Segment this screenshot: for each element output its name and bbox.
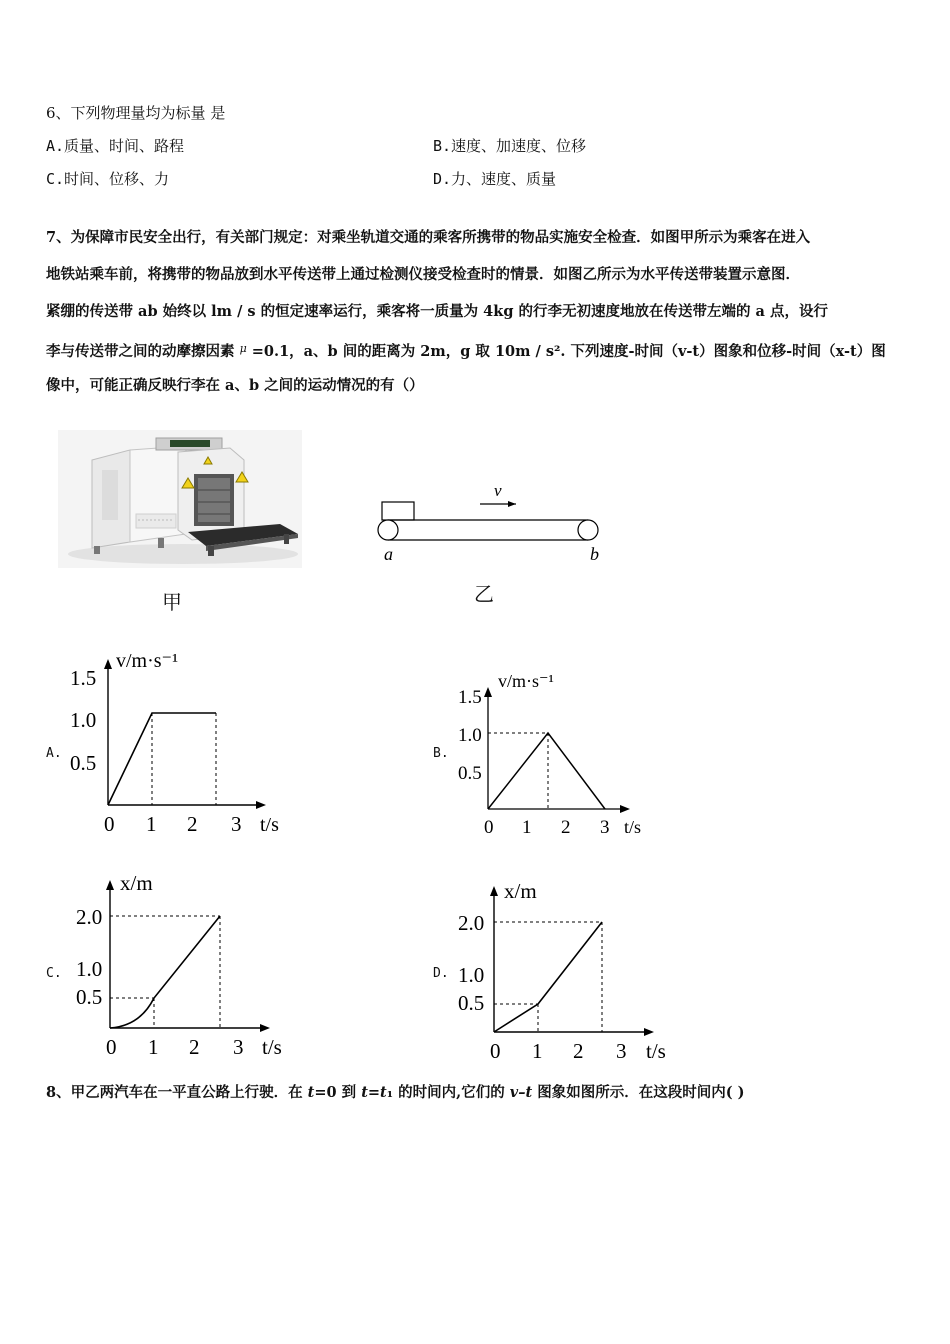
graph-b-x-tick-2: 2 [561, 817, 571, 838]
graph-b-x-label: t/s [624, 817, 642, 837]
graph-c-x-tick-2: 2 [189, 1035, 200, 1059]
graph-a-series [108, 713, 216, 805]
graph-b-y-tick-3: 0.5 [458, 763, 482, 784]
graph-c-x-tick-3: 3 [233, 1035, 244, 1059]
graph-d-y-tick-1: 2.0 [458, 911, 485, 935]
graph-c-xt-chart [68, 868, 308, 1068]
graph-d-x-tick-0: 0 [490, 1039, 501, 1063]
q7-line-3: 紧绷的传送带 ab 始终以 lm / s 的恒定速率运行，乘客将一质量为 4kg 的行李无初速度地放在传送带左端的 a 点，设行 [46, 303, 828, 320]
figure-yi-caption: 乙 [474, 582, 494, 606]
graph-c-y-tick-2: 1.0 [76, 957, 103, 981]
graph-a-x-tick-0: 0 [104, 812, 115, 836]
q8-subscript: ₁ [386, 1084, 394, 1101]
graph-c-y-tick-1: 2.0 [76, 905, 103, 929]
graph-a-y-tick-1: 1.5 [70, 666, 97, 690]
q8-var-t: t [307, 1084, 315, 1101]
graph-b-x-tick-1: 1 [522, 817, 532, 838]
graph-b-y-label: v/m·s⁻¹ [498, 671, 554, 691]
xray-scanner-image [58, 430, 302, 568]
q8-var-t: t [361, 1084, 368, 1101]
q7-line-4 [46, 340, 886, 361]
luggage-box [382, 502, 414, 520]
point-a-label: a [384, 544, 393, 564]
q7-line-4-rest: =0.1，a、b 间的距离为 2m，g 取 10m / s². 下列速度-时间（v-t）图象和位移-时间（x-t）图 [251, 343, 886, 360]
q6-option-d[interactable]: D.力、速度、质量 [433, 170, 557, 188]
graph-a-x-tick-3: 3 [231, 812, 242, 836]
q6-option-b[interactable]: B.速度、加速度、位移 [433, 137, 587, 155]
graph-a-x-label: t/s [260, 814, 279, 836]
q6-stem: 6、下列物理量均为标量 是 [46, 104, 226, 122]
graph-b-y-tick-2: 1.0 [458, 725, 482, 746]
mu-symbol: μ [239, 342, 247, 355]
graph-a-vt-chart [60, 645, 300, 845]
graph-d-series [494, 922, 602, 1032]
q8-part: = [367, 1084, 381, 1101]
q8-part: =0 到 [314, 1084, 362, 1101]
q8-vt-symbol: v–t [509, 1084, 533, 1101]
graph-b-y-tick-1: 1.5 [458, 687, 482, 708]
q6-option-a[interactable]: A.质量、时间、路程 [46, 137, 185, 155]
q8-var-t: t [380, 1084, 387, 1101]
graph-b-x-tick-3: 3 [600, 817, 610, 838]
q8-part: 8、甲乙两汽车在一平直公路上行驶．在 [46, 1084, 308, 1101]
graph-d-y-tick-2: 1.0 [458, 963, 485, 987]
graph-a-y-tick-2: 1.0 [70, 708, 97, 732]
graph-option-d-label[interactable]: D. [433, 966, 449, 981]
graph-option-b-label[interactable]: B. [433, 746, 449, 761]
graph-c-x-tick-1: 1 [148, 1035, 159, 1059]
graph-b-x-tick-0: 0 [484, 817, 494, 838]
q7-line-5: 像中，可能正确反映行李在 a、b 之间的运动情况的有（） [46, 377, 424, 394]
graph-option-c-label[interactable]: C. [46, 966, 62, 981]
q7-line-1: 7、为保障市民安全出行，有关部门规定：对乘坐轨道交通的乘客所携带的物品实施安全检查．如图甲所示为乘客在进入 [46, 229, 811, 246]
graph-a-y-tick-3: 0.5 [70, 751, 97, 775]
q8-part: 的时间内,它们的 [393, 1084, 510, 1101]
graph-option-a-label[interactable]: A. [46, 746, 62, 761]
graph-d-x-tick-2: 2 [573, 1039, 584, 1063]
graph-d-x-tick-1: 1 [532, 1039, 543, 1063]
left-pulley [378, 520, 398, 540]
graph-c-x-label: t/s [262, 1035, 282, 1059]
q7-line-4-prefix: 李与传送带之间的动摩擦因素 [46, 343, 235, 360]
graph-a-x-tick-1: 1 [146, 812, 157, 836]
graph-c-y-label: x/m [120, 871, 153, 895]
graph-d-y-label: x/m [504, 879, 537, 903]
graph-d-y-tick-3: 0.5 [458, 991, 485, 1015]
graph-a-y-label: v/m·s⁻¹ [116, 650, 179, 672]
conveyor-belt-diagram [368, 476, 608, 572]
figure-jia-caption: 甲 [162, 590, 182, 614]
graph-c-series [110, 916, 220, 1028]
q6-option-c[interactable]: C.时间、位移、力 [46, 170, 170, 188]
graph-d-xt-chart [450, 872, 690, 1072]
right-pulley [578, 520, 598, 540]
graph-c-x-tick-0: 0 [106, 1035, 117, 1059]
q8-part: 图象如图所示．在这段时间内( ) [532, 1084, 745, 1101]
graph-d-x-tick-3: 3 [616, 1039, 627, 1063]
graph-d-x-label: t/s [646, 1039, 666, 1063]
q7-line-2: 地铁站乘车前，将携带的物品放到水平传送带上通过检测仪接受检查时的情景．如图乙所示为水平传送带装置示意图． [46, 266, 800, 283]
q8-stem [46, 1084, 744, 1102]
graph-b-vt-chart [450, 665, 680, 845]
point-b-label: b [590, 544, 599, 564]
velocity-label: v [494, 481, 502, 500]
graph-a-x-tick-2: 2 [187, 812, 198, 836]
graph-b-series [488, 733, 605, 809]
graph-c-y-tick-3: 0.5 [76, 985, 103, 1009]
